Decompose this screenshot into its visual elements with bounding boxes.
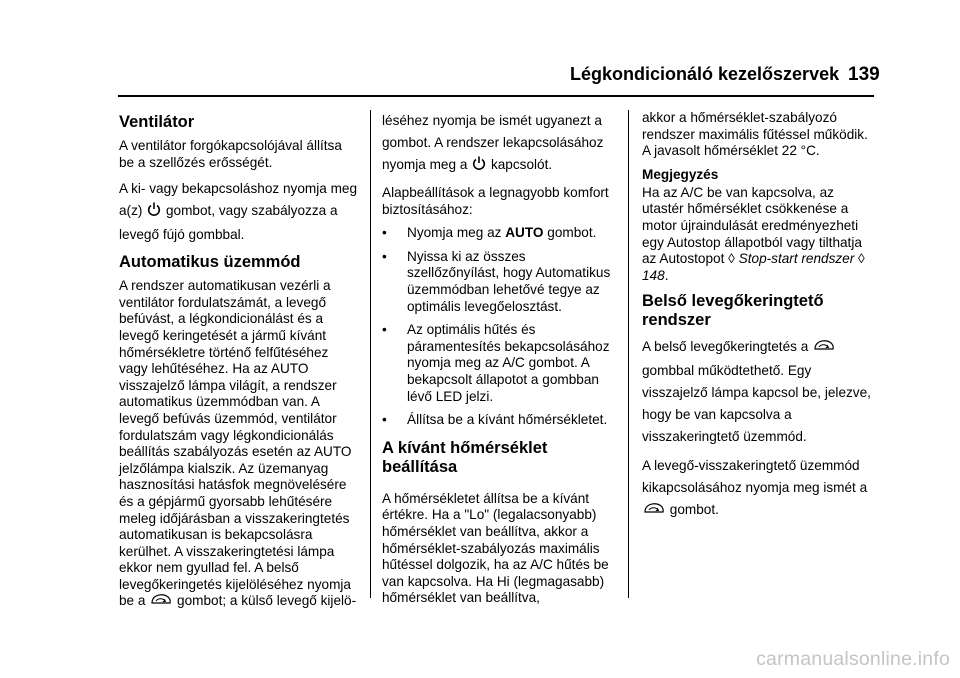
header-rule <box>118 95 874 97</box>
paragraph-automatic-mode <box>119 278 359 612</box>
list-item <box>382 249 616 315</box>
recirculation-text-b: gombbal működtethető. Egy visszajelző lámpa kapcsol be, jelezve, hogy be van kapcsolva a visszakeringtető üzemmód. <box>642 363 871 445</box>
note-text: Ha az A/C be van kapcsolva, az utastér hőmérséklet csökkenése a motor újraindulását eredményezheti egy Autostop állapotból vagy tilthatja az Autostopot <box>642 184 862 267</box>
power-icon <box>472 156 486 178</box>
power-icon <box>147 202 161 224</box>
paragraph-off-switch <box>382 110 616 178</box>
column-divider-2 <box>628 110 629 598</box>
bullet-text: Az optimális hűtés és páramentesítés bekapcsolásához nyomja meg az A/C gombot. A bekapcsolt állapotot a gombban lévő LED jelzi. <box>407 322 610 404</box>
reference-arrow: ◊ <box>858 251 865 267</box>
paragraph-heating: akkor a hőmérséklet-szabályozó rendszer maximális fűtéssel működik. A javasolt hőmérséklet 22 °C. <box>642 110 868 159</box>
off-switch-text-a: léséhez nyomja be ismét ugyanezt a gombot. A rendszer lekapcsolásához nyomja meg a <box>382 113 604 172</box>
column-1 <box>119 110 359 619</box>
automatic-mode-text-end: gombot; a külső levegő kijelö- <box>177 593 357 609</box>
list-item <box>382 412 616 429</box>
recirculation-off-text: A levegő-visszakeringtető üzemmód kikapcsolásához nyomja meg ismét a <box>642 458 868 496</box>
heading-automatic-mode: Automatikus üzemmód <box>119 253 301 272</box>
column-divider-1 <box>370 110 371 598</box>
bullet-text: Nyomja meg az AUTO gombot. <box>407 225 597 241</box>
paragraph-recirculation-off <box>642 455 878 523</box>
watermark: carmanualsonline.info <box>756 648 950 670</box>
page-number: 139 <box>848 64 880 85</box>
recirculation-icon <box>643 501 665 523</box>
recirculation-off-text-end: gombot. <box>669 502 719 518</box>
bullet-text: Nyissa ki az összes szellőzőnyílást, hogy Automatikus üzemmódban lehetővé tegye az optimális levegőelosztást. <box>407 248 611 314</box>
column-3 <box>642 110 878 530</box>
heading-ventilator: Ventilátor <box>119 113 195 131</box>
paragraph-recirculation <box>642 336 878 448</box>
page-header-title: Légkondicionáló kezelőszervek <box>570 64 840 84</box>
fan-power-text-b: gombot, vagy szabályozza a levegő fújó gombbal. <box>119 203 338 243</box>
paragraph-temperature: A hőmérsékletet állítsa be a kívánt értékre. Ha a "Lo" (legalacsonyabb) hőmérséklet van beállítva, akkor a hőmérséklet-szabályozás maximális hűtéssel dolgozik, ha az A/C hűtés be van kapcsolva. Ha Hi (legmagasabb) hőmérséklet van beállítva, <box>382 490 609 606</box>
paragraph-fan-intro: A ventilátor forgókapcsolójával állítsa be a szellőzés erősségét. <box>119 138 342 170</box>
recirculation-text-a: A belső levegőkeringtetés a <box>642 339 809 355</box>
bullet-text: Állítsa be a kívánt hőmérsékletet. <box>407 412 608 428</box>
fan-power-text-a: A ki- vagy bekapcsoláshoz nyomja meg a(z) <box>119 181 358 219</box>
cross-reference-page[interactable]: 148 <box>642 267 665 283</box>
list-item <box>382 225 616 242</box>
reference-arrow: ◊ <box>728 251 735 267</box>
heading-recirculation: Belső levegőkeringtető rendszer <box>642 292 824 330</box>
heading-note: Megjegyzés <box>642 166 719 182</box>
recirculation-icon <box>150 593 172 612</box>
list-item <box>382 322 616 405</box>
bullet-mark: • <box>382 248 387 264</box>
off-switch-text-b: kapcsolót. <box>490 157 553 172</box>
paragraph-note: Ha az A/C be van kapcsolva, az utastér hőmérséklet csökkenése a motor újraindulását eredményezheti egy Autostop állapotból vagy tilthatja az Autostopot ◊ Stop-start rendszer ◊ 148. <box>642 184 865 283</box>
automatic-mode-text: A rendszer automatikusan vezérli a ventilátor fordulatszámát, a levegő befúvást, a légkondicionálást és a levegő keringetését a jármű kívánt hőmérsékletre történő felfűtéséhez vagy lehűtéséhez. Ha az AUTO visszajelző lámpa világít, a rendszer automatikus üzemmódban van. A levegő befúvás üzemmód, ventilátor fordulatszám vagy légkondicionálás beállítás szabályozás esetén az AUTO jelzőlámpa kialszik. Az üzemanyag hasznosítási hatásfok megnövelésére és a gépjármű gyorsabb lehűtésére meleg időjárásban a visszakeringtetés automatikusan is bekapcsolásra kerülhet. A visszakeringtetési lámpa ekkor nem gyullad fel. A belső levegőkeringetés kijelöléséhez nyomja be a <box>119 278 352 609</box>
cross-reference-link[interactable]: Stop-start rendszer <box>738 251 855 267</box>
heading-temperature-setting: A kívánt hőmérséklet beállítása <box>382 438 548 476</box>
paragraph-default-settings: Alapbeállítások a legnagyobb komfort biztosításához: <box>382 185 609 217</box>
paragraph-fan-power <box>119 178 359 246</box>
bullet-mark: • <box>382 322 387 338</box>
bullet-mark: • <box>382 225 387 241</box>
auto-label: AUTO <box>505 225 544 241</box>
recirculation-icon <box>813 338 835 360</box>
bullet-mark: • <box>382 412 387 428</box>
column-2 <box>382 110 616 614</box>
